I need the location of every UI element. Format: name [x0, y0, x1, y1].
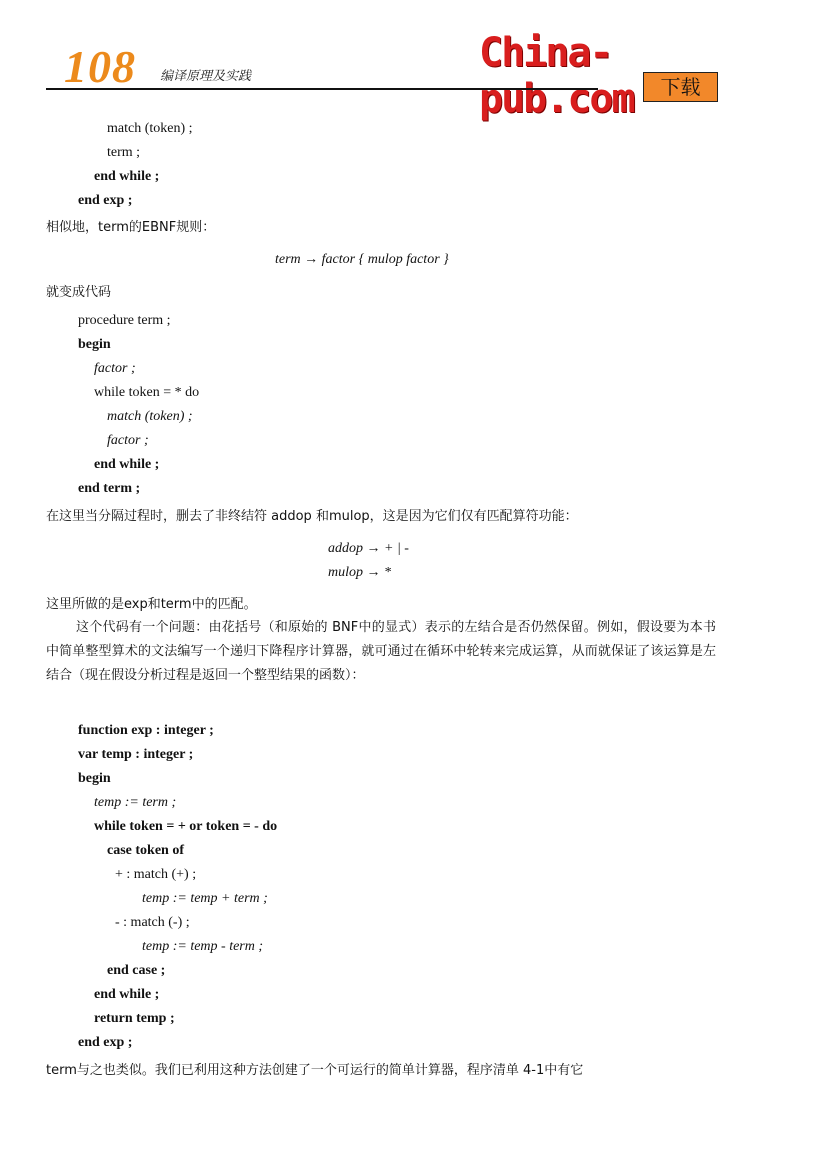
ebnf-rule: term → factor { mulop factor } [275, 252, 449, 267]
code-line: factor ; [94, 361, 136, 376]
code-line: begin [78, 771, 111, 786]
code-line: match (token) ; [107, 409, 193, 424]
book-title: 编译原理及实践 [160, 69, 252, 84]
code-line: factor ; [107, 433, 149, 448]
code-line: term ; [107, 145, 141, 160]
code-line: temp := term ; [94, 795, 177, 810]
page-number: 108 [64, 41, 136, 92]
code-line: temp := temp - term ; [142, 939, 264, 954]
page-header [46, 30, 716, 122]
text-line: 就变成代码 [46, 285, 112, 300]
code-line: var temp : integer ; [78, 747, 194, 762]
code-line: while token = + or token = - do [94, 819, 278, 834]
code-line: end case ; [107, 963, 166, 978]
code-line: temp := temp + term ; [142, 891, 268, 906]
code-line: - : match (-) ; [115, 915, 190, 930]
paragraph: 这个代码有一个问题：由花括号（和原始的 BNF中的显式）表示的左结合是否仍然保留。例如，假设要为本书中简单整型算术的文法编写一个递归下降程序计算器，就可通过在循环中轮转来完成运算，从而就保证了该运算是左结合（现在假设分析过程是返回一个整型结果的函数）： [46, 620, 716, 683]
code-line: end exp ; [78, 1035, 133, 1050]
code-line: end exp ; [78, 193, 133, 208]
code-line: function exp : integer ; [78, 723, 214, 738]
code-line: + : match (+) ; [115, 867, 197, 882]
text-line: 在这里当分隔过程时，删去了非终结符 addop 和mulop，这是因为它们仅有匹配算符功能： [46, 509, 578, 524]
text-line: term与之也类似。我们已利用这种方法创建了一个可运行的简单计算器，程序清单 4-1中有它 [46, 1063, 584, 1078]
code-line: return temp ; [94, 1011, 175, 1026]
code-line: match (token) ; [107, 121, 193, 136]
code-line: end while ; [94, 169, 160, 184]
code-line: case token of [107, 843, 184, 858]
code-line: end while ; [94, 987, 160, 1002]
code-line: while token = * do [94, 385, 200, 400]
text-line: 相似地，term的EBNF规则： [46, 220, 216, 235]
code-line: begin [78, 337, 111, 352]
china-pub-logo[interactable]: China-pub.com [479, 30, 634, 122]
code-line: procedure term ; [78, 313, 171, 328]
code-line: end while ; [94, 457, 160, 472]
download-badge[interactable]: 下载 [643, 72, 718, 102]
grammar-rule: addop → + | - [328, 541, 409, 556]
text-line: 这里所做的是exp和term中的匹配。 [46, 597, 257, 612]
grammar-rule: mulop → * [328, 565, 391, 580]
header-rule [46, 88, 598, 90]
code-line: end term ; [78, 481, 141, 496]
